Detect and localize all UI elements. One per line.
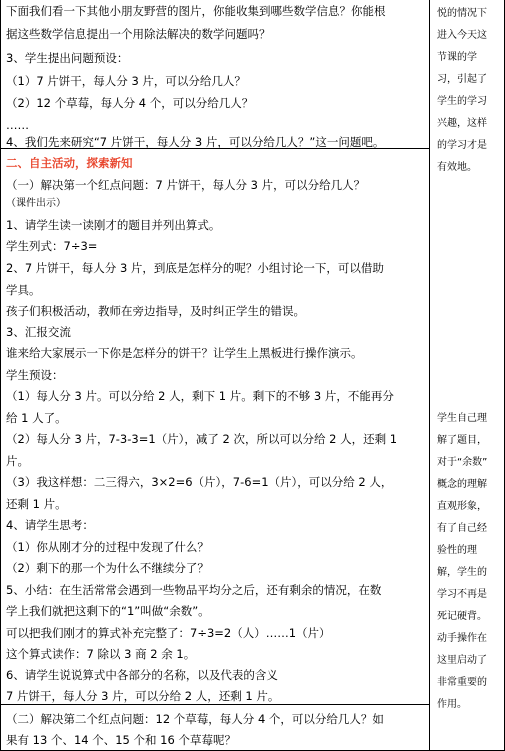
- side-note-line: 非常重要的: [437, 677, 487, 688]
- column-divider: [429, 0, 430, 750]
- text-line: 3、汇报交流: [6, 325, 71, 339]
- side-note-line: 直观形象，: [437, 501, 487, 512]
- text-line: 学具。: [6, 283, 41, 297]
- text-line: 学生预设：: [6, 368, 64, 382]
- side-note-line: 作用。: [437, 699, 467, 710]
- side-note-line: 学生自己理: [437, 413, 487, 424]
- side-note-top: [437, 3, 501, 179]
- side-note-line: 兴趣，这样: [437, 118, 487, 129]
- text-line: 果有 13 个、14 个、15 个和 16 个草莓呢？: [6, 733, 236, 747]
- text-line: （课件出示）: [6, 198, 66, 209]
- text-line: 学生列式：7÷3=: [6, 239, 98, 253]
- text-line: ……: [6, 118, 29, 132]
- text-line: 孩子们积极活动，教师在旁边指导，及时纠正学生的错误。: [6, 304, 305, 318]
- text-line: （2）每人分 3 片，7-3-3=1（片），减了 2 次，所以可以分给 2 人，还剩 1: [6, 432, 398, 446]
- side-note-line: 概念的理解: [437, 479, 487, 490]
- text-line: （1）每人分 3 片。可以分给 2 人，剩下 1 片。剩下的不够 3 片，不能再分: [6, 389, 394, 403]
- text-line: 据这些数学信息提出一个用除法解决的数学问题吗？: [6, 27, 271, 41]
- side-note-line: 有效地。: [437, 162, 477, 173]
- text-line: 谁来给大家展示一下你是怎样分的饼干？让学生上黑板进行操作演示。: [6, 346, 363, 360]
- text-line: 可以把我们刚才的算式补充完整了：7÷3=2（人）……1（片）: [6, 626, 331, 640]
- text-line: （一）解决第一个红点问题：7 片饼干，每人分 3 片，可以分给几人？: [6, 178, 366, 192]
- side-note-line: 学生的学习: [437, 96, 487, 107]
- text-line: （1）你从刚才分的过程中发现了什么？: [6, 540, 209, 554]
- side-note-line: 节课的学: [437, 52, 477, 63]
- side-note-bottom: [437, 408, 501, 716]
- side-note-line: 的学习才是: [437, 140, 487, 151]
- text-line: 6、请学生说说算式中各部分的名称，以及代表的含义: [6, 668, 278, 682]
- text-line: （2）剩下的那一个为什么不继续分了？: [6, 561, 209, 575]
- side-note-line: 这里启动了: [437, 655, 487, 666]
- side-note-line: 动手操作在: [437, 633, 487, 644]
- row-separator: [1, 704, 429, 705]
- text-line: 4、请学生思考：: [6, 518, 94, 532]
- text-line: 5、小结：在生活常常会遇到一些物品平均分之后，还有剩余的情况，在数: [6, 583, 382, 597]
- text-line: 这个算式读作：7 除以 3 商 2 余 1。: [6, 647, 196, 661]
- text-line: （1）7 片饼干，每人分 3 片，可以分给几人？: [6, 74, 246, 88]
- text-line: 4、我们先来研究“7 片饼干，每人分 3 片，可以分给几人？”这一问题吧。: [6, 135, 385, 149]
- text-line: 片。: [6, 454, 29, 468]
- side-note-line: 有了自己经: [437, 523, 487, 534]
- text-line: 2、7 片饼干，每人分 3 片，到底是怎样分的呢？小组讨论一下，可以借助: [6, 261, 384, 275]
- side-note-line: 学习不再是: [437, 589, 487, 600]
- text-line: 还剩 1 片。: [6, 497, 67, 511]
- side-note-line: 死记硬背。: [437, 611, 487, 622]
- side-note-line: 解，学生的: [437, 567, 487, 578]
- text-line: 1、请学生读一读刚才的题目并列出算式。: [6, 218, 221, 232]
- section-heading: 二、自主活动，探索新知: [6, 156, 133, 170]
- side-note-line: 习，引起了: [437, 74, 487, 85]
- text-line: 下面我们看一下其他小朋友野营的图片，你能收集到哪些数学信息？你能根: [6, 4, 386, 18]
- text-line: （3）我这样想：二三得六，3×2=6（片），7-6=1（片），可以分给 2 人，: [6, 475, 393, 489]
- text-line: （二）解决第二个红点问题：12 个草莓，每人分 4 个，可以分给几人？如: [6, 712, 384, 726]
- text-line: 7 片饼干，每人分 3 片，可以分给 2 人，还剩 1 片。: [6, 689, 280, 703]
- side-note-line: 验性的理: [437, 545, 477, 556]
- text-line: 3、学生提出问题预设：: [6, 51, 129, 65]
- text-line: 学上我们就把这剩下的“1”叫做“余数”。: [6, 604, 210, 618]
- side-note-line: 悦的情况下: [437, 8, 487, 19]
- side-note-line: 对于“余数”: [437, 457, 488, 468]
- side-note-line: 解了题目，: [437, 435, 487, 446]
- text-line: 给 1 人了。: [6, 411, 67, 425]
- text-line: （2）12 个草莓，每人分 4 个，可以分给几人？: [6, 96, 254, 110]
- side-note-line: 进入今天这: [437, 30, 487, 41]
